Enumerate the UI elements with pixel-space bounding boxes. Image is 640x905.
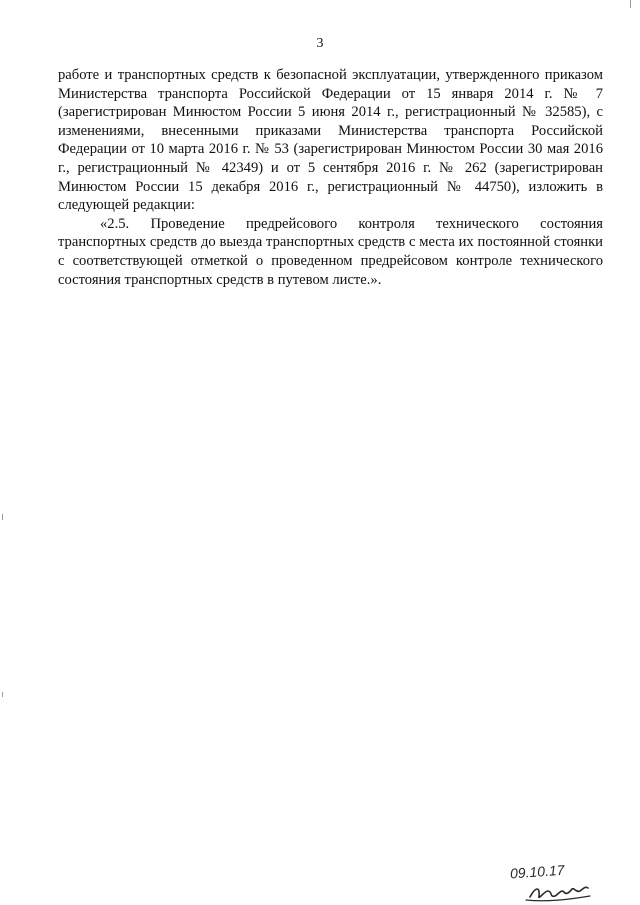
page-number: 3 (316, 36, 324, 51)
handwritten-date: 09.10.17 (509, 861, 565, 882)
scan-edge-mark (630, 0, 631, 8)
handwritten-date-signature (506, 860, 606, 904)
handwritten-signature (506, 860, 606, 904)
signature-underline (526, 896, 590, 901)
paragraph-continuation: работе и транспортных средств к безопасной эксплуатации, утвержденного приказом Министерства транспорта Российской Федерации от 15 января 2014 г. № 7 (зарегистрирован Минюстом России 5 июня 2014 г., регистрационный № 32585), с изменениями, внесенными приказами Министерства транспорта Российской Федерации от 10 марта 2016 г. № 53 (зарегистрирован Минюстом России 30 мая 2016 г., регистрационный № 42349) и от 5 сентября 2016 г. № 262 (зарегистрирован Минюстом России 15 декабря 2016 г., регистрационный № 44750), изложить в следующей редакции: (58, 67, 603, 214)
signature-stroke (530, 887, 588, 897)
document-body (58, 66, 603, 289)
scan-edge-mark (2, 514, 3, 520)
scan-edge-mark (2, 692, 3, 697)
paragraph-clause-2-5: «2.5. Проведение предрейсового контроля технического состояния транспортных средств до выезда транспортных средств с места их постоянной стоянки с соответствующей отметкой о проведенном предрейсовом контроле технического состояния транспортных средств в путевом листе.». (58, 215, 603, 288)
